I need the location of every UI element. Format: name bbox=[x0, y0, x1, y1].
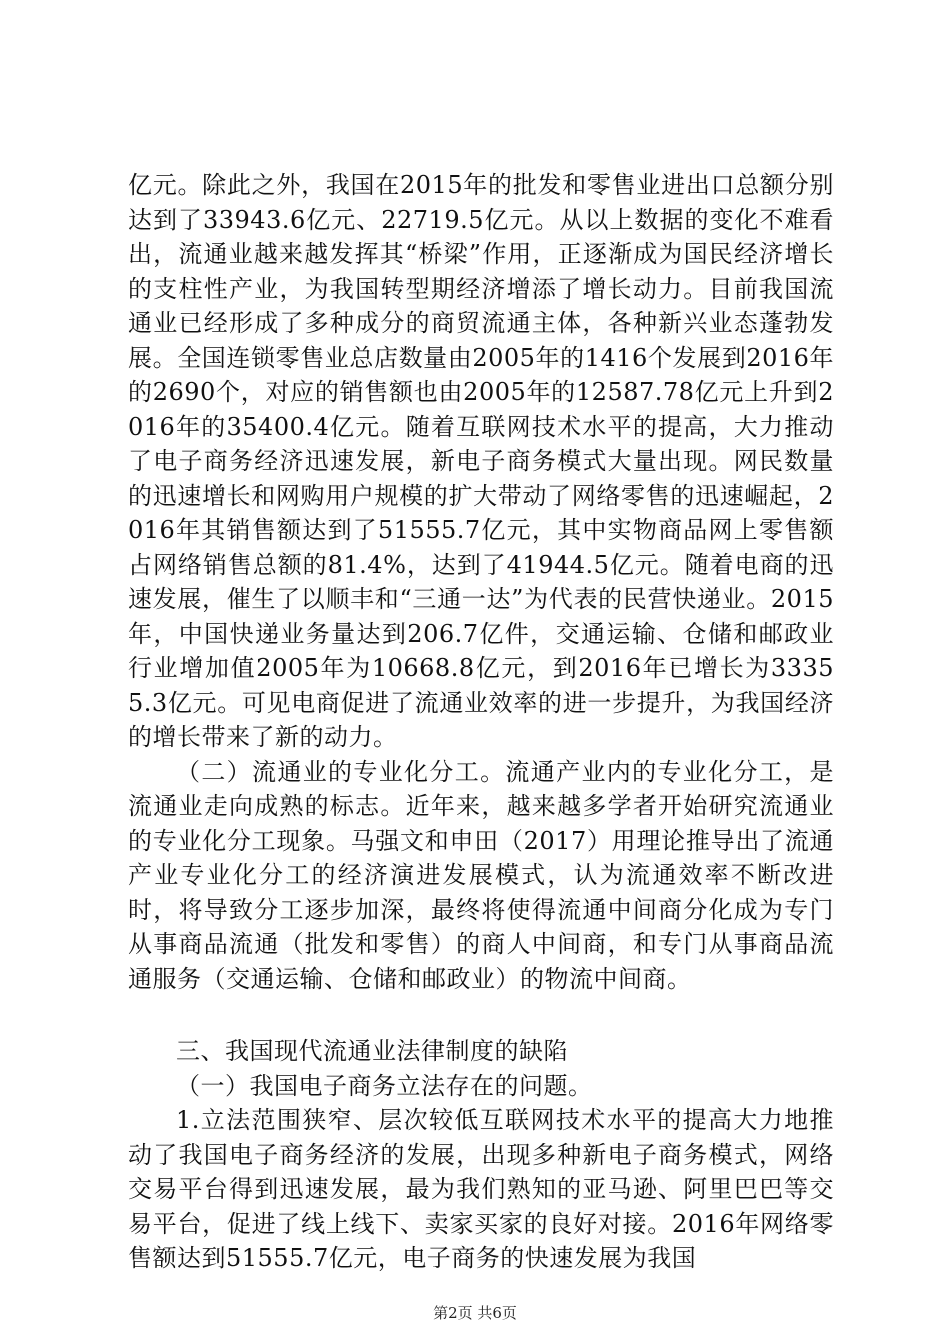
subsection-heading: （一）我国电子商务立法存在的问题。 bbox=[176, 1071, 593, 1100]
paragraph-legislation: 1.立法范围狭窄、层次较低互联网技术水平的提高大力地推动了我国电子商务经济的发展，出现多种新电子商务模式，网络交易平台得到迅速发展，最为我们熟知的亚马逊、阿里巴巴等交易平台，促进了线上线下、卖家买家的良好对接。2016年网络零售额达到51555.7亿元，电子商务的快速发展为我国 bbox=[128, 1106, 834, 1272]
paragraph-specialization: （二）流通业的专业化分工。流通产业内的专业化分工，是流通业走向成熟的标志。近年来，越来越多学者开始研究流通业的专业化分工现象。马强文和申田（2017）用理论推导出了流通产业专业化分工的经济演进发展模式，认为流通效率不断改进时，将导致分工逐步加深，最终将使得流通中间商分化成为专门从事商品流通（批发和零售）的商人中间商，和专门从事商品流通服务（交通运输、仓储和邮政业）的物流中间商。 bbox=[128, 757, 834, 993]
paragraph-continuation: 亿元。除此之外，我国在2015年的批发和零售业进出口总额分别达到了33943.6亿元、22719.5亿元。从以上数据的变化不难看出，流通业越来越发挥其“桥梁”作用，正逐渐成为国民经济增长的支柱性产业，为我国转型期经济增添了增长动力。目前我国流通业已经形成了多种成分的商贸流通主体，各种新兴业态蓬勃发展。全国连锁零售业总店数量由2005年的1416个发展到2016年的2690个，对应的销售额也由2005年的12587.78亿元上升到2016年的35400.4亿元。随着互联网技术水平的提高，大力推动了电子商务经济迅速发展，新电子商务模式大量出现。网民数量的迅速增长和网购用户规模的扩大带动了网络零售的迅速崛起，2016年其销售额达到了51555.7亿元，其中实物商品网上零售额占网络销售总额的81.4%，达到了41944.5亿元。随着电商的迅速发展，催生了以顺丰和“三通一达”为代表的民营快递业。2015年，中国快递业务量达到206.7亿件，交通运输、仓储和邮政业行业增加值2005年为10668.8亿元，到2016年已增长为33355.3亿元。可见电商促进了流通业效率的进一步提升，为我国经济的增长带来了新的动力。 bbox=[128, 171, 834, 751]
section-heading: 三、我国现代流通业法律制度的缺陷 bbox=[176, 1037, 568, 1065]
body-text bbox=[128, 168, 834, 1276]
page-footer: 第2页 共6页 bbox=[433, 1304, 517, 1322]
